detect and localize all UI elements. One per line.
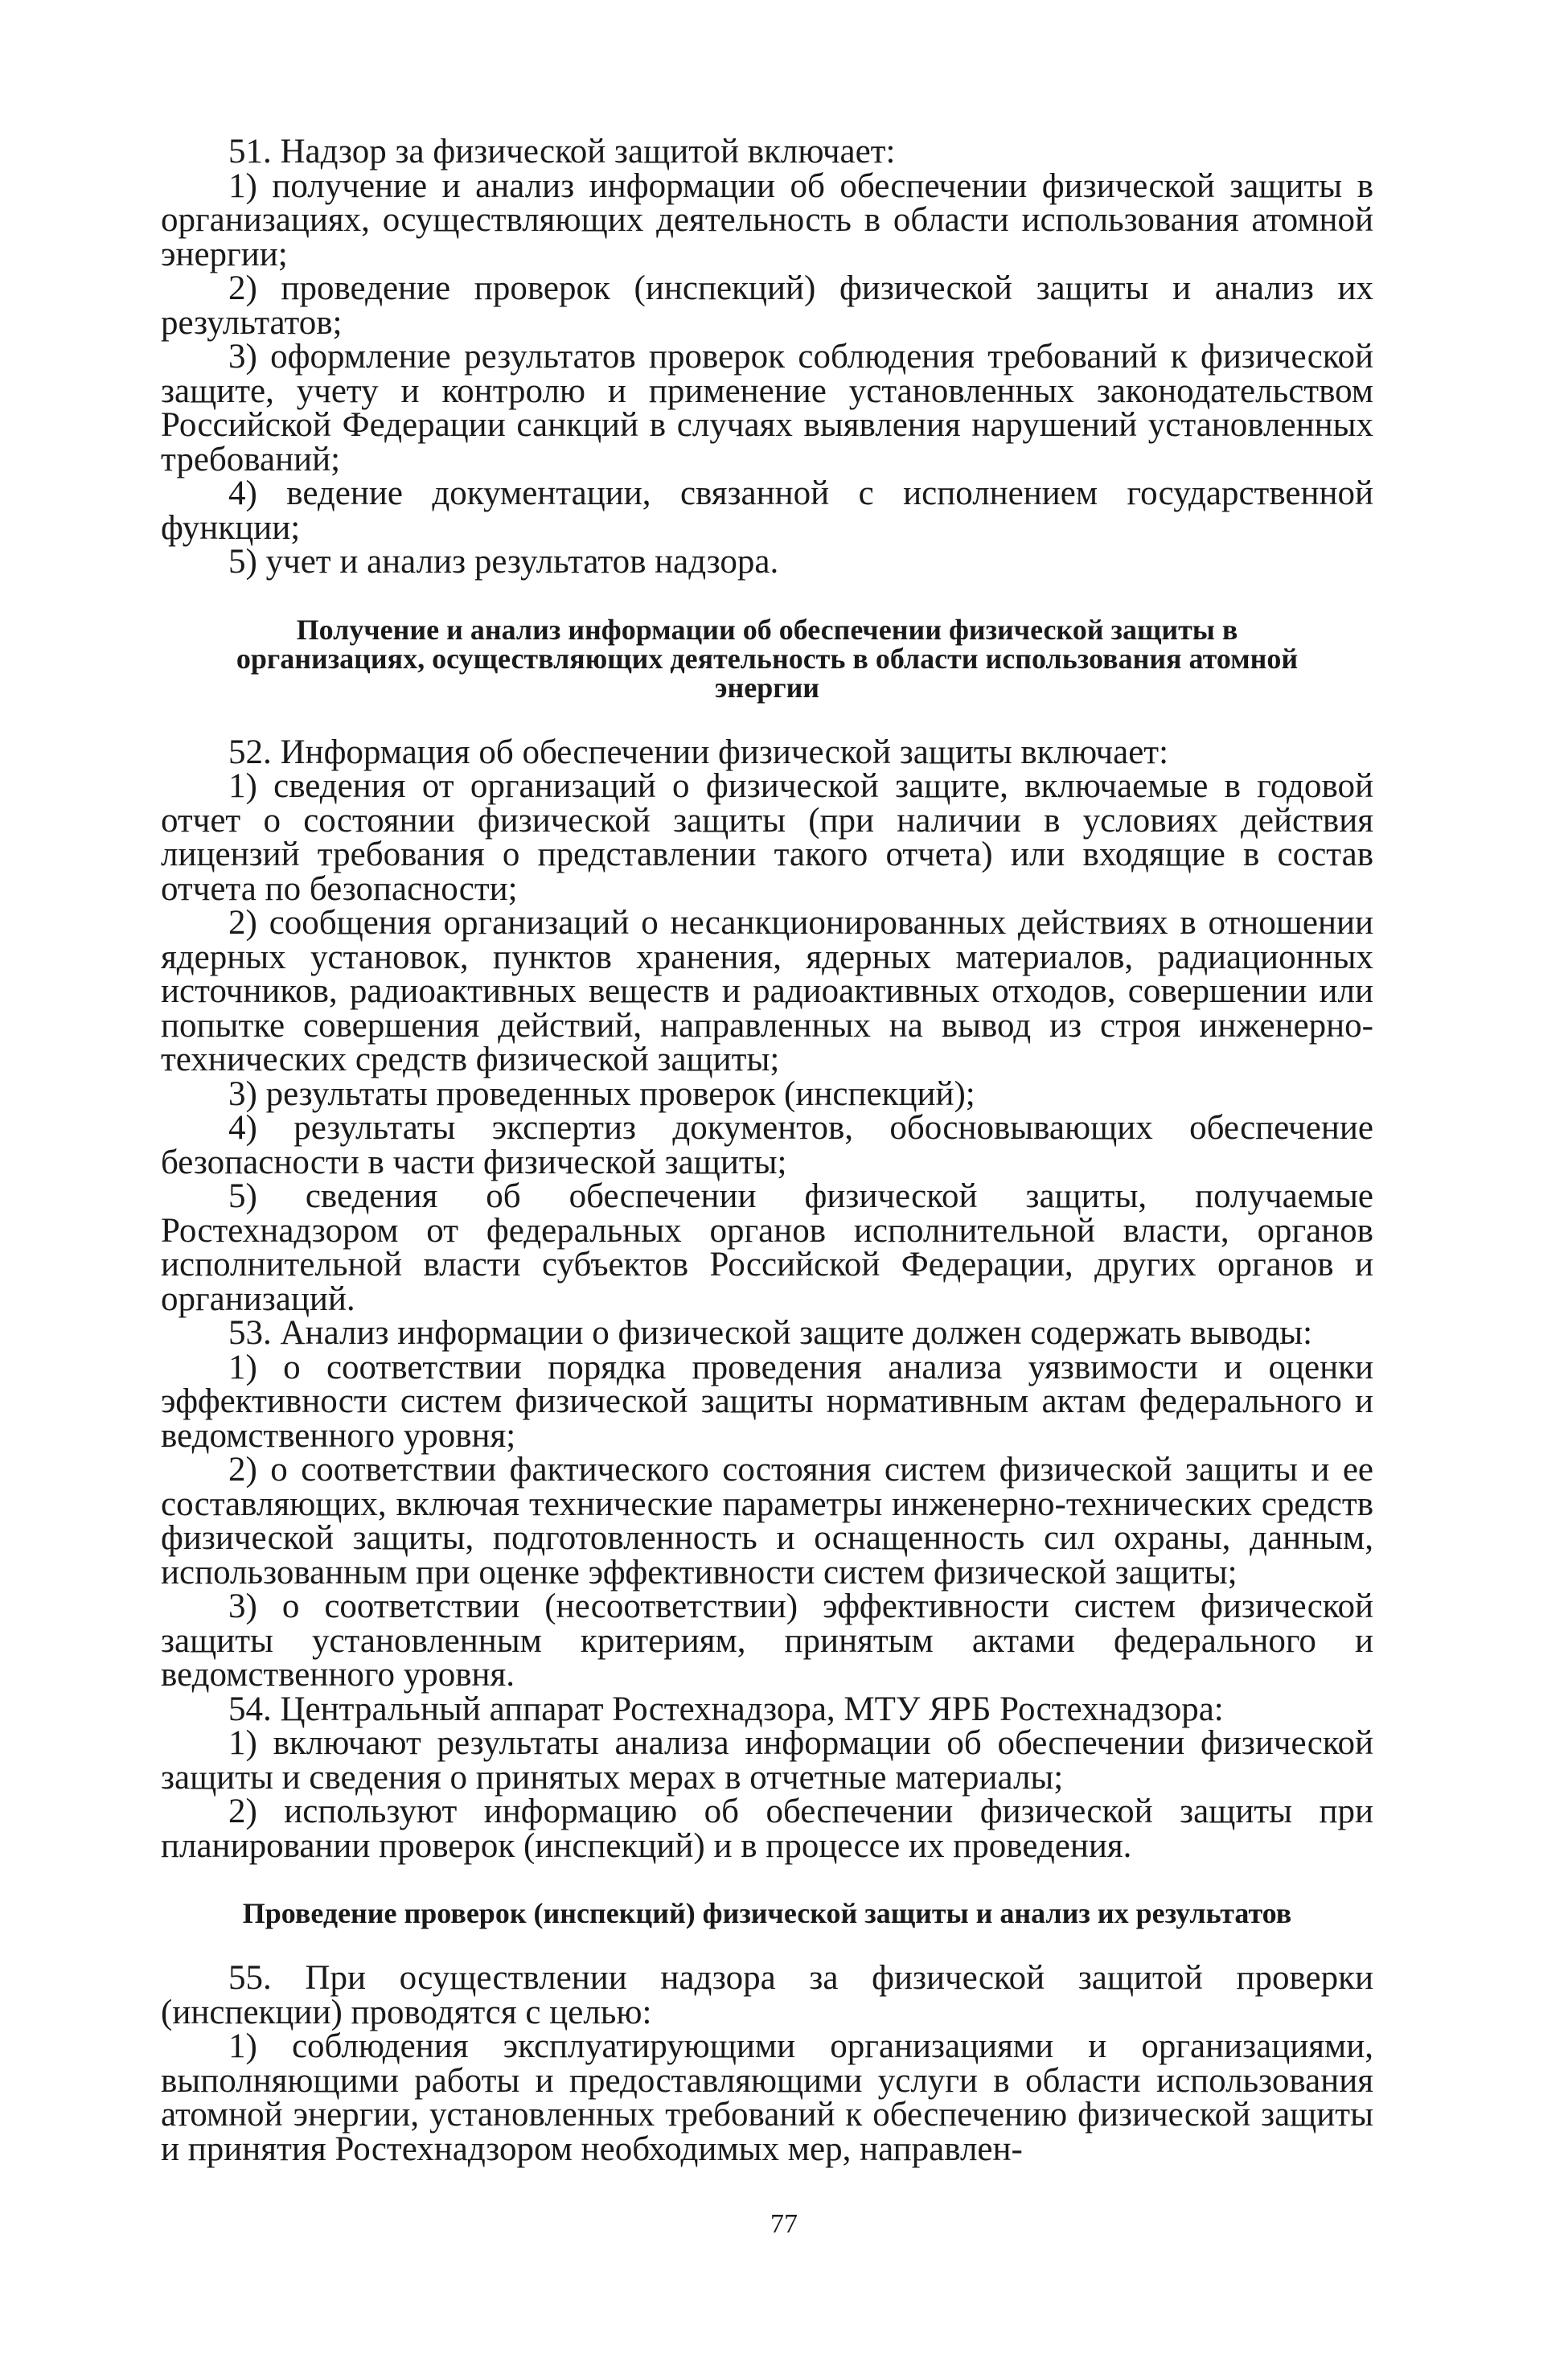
- list-item: 2) сообщения организаций о несанкционированных действиях в отношении ядерных установок, пунктов хранения, ядерных материалов, радиационных источников, радиоактивных веществ и радиоактивных отходов, совершении или попытке совершения действий, направленных на вывод из строя инженерно-технических средств физической защиты;: [161, 904, 1373, 1078]
- spacer: [161, 1928, 1373, 1961]
- list-item: 4) ведение документации, связанной с исполнением государственной функции;: [161, 474, 1373, 547]
- list-item: 3) о соответствии (несоответствии) эффективности систем физической защиты установленным критериям, принятым актами федерального и ведомственного уровня.: [161, 1587, 1373, 1694]
- paragraph-51: 51. Надзор за физической защитой включает:: [228, 133, 896, 170]
- paragraph-54: 54. Центральный аппарат Ростехнадзора, МТУ ЯРБ Ростехнадзора:: [228, 1690, 1224, 1728]
- spacer: [161, 580, 1373, 615]
- list-item: 2) используют информацию об обеспечении физической защиты при планировании проверок (инспекций) и в процессе их проведения.: [161, 1793, 1373, 1865]
- page-number: 77: [770, 2209, 798, 2239]
- spacer: [161, 1863, 1373, 1899]
- paragraph-53: 53. Анализ информации о физической защите должен содержать выводы:: [228, 1314, 1313, 1352]
- spacer: [161, 702, 1373, 736]
- list-item: 1) соблюдения эксплуатирующими организациями и организациями, выполняющими работы и предоставляющими услуги в области использования атомной энергии, установленных требований к обеспечению физической защиты и принятия Ростехнадзором необходимых мер, направлен-: [161, 2027, 1373, 2168]
- list-item: 5) учет и анализ результатов надзора.: [228, 543, 779, 581]
- list-item: 3) результаты проведенных проверок (инспекций);: [228, 1074, 975, 1113]
- list-item: 3) оформление результатов проверок соблюдения требований к физической защите, учету и контролю и применение установленных законодательством Российской Федерации санкций в случаях выявления нарушений установленных требований;: [161, 338, 1373, 478]
- list-item: 1) сведения от организаций о физической защите, включаемые в годовой отчет о состоянии физической защиты (при наличии в условиях действия лицензий требования о представлении такого отчета) или входящие в состав отчета по безопасности;: [161, 767, 1373, 908]
- list-item: 2) о соответствии фактического состояния систем физической защиты и ее составляющих, включая технические параметры инженерно-технических средств физической защиты, подготовленность и оснащенность сил охраны, данным, использованным при оценке эффективности систем физической защиты;: [161, 1451, 1373, 1592]
- paragraph-55: 55. При осуществлении надзора за физической защитой проверки (инспекции) проводятся с целью:: [161, 1959, 1373, 2031]
- document-page: [161, 135, 1373, 2167]
- list-item: 1) получение и анализ информации об обеспечении физической защиты в организациях, осуществляющих деятельность в области использования атомной энергии;: [161, 166, 1373, 273]
- section-heading-info-analysis: Получение и анализ информации об обеспечении физической защиты в организациях, осуществляющих деятельность в области использования атомной энергии: [236, 613, 1299, 704]
- list-item: 2) проведение проверок (инспекций) физической защиты и анализ их результатов;: [161, 269, 1373, 342]
- paragraph-52: 52. Информация об обеспечении физической защиты включает:: [228, 733, 1169, 771]
- list-item: 5) сведения об обеспечении физической защиты, получаемые Ростехнадзором от федеральных органов исполнительной власти, органов исполнительной власти субъектов Российской Федерации, других органов и организаций.: [161, 1177, 1373, 1318]
- list-item: 4) результаты экспертиз документов, обосновывающих обеспечение безопасности в части физической защиты;: [161, 1109, 1373, 1181]
- list-item: 1) включают результаты анализа информации об обеспечении физической защиты и сведения о принятых мерах в отчетные материалы;: [161, 1724, 1373, 1797]
- list-item: 1) о соответствии порядка проведения анализа уязвимости и оценки эффективности систем физической защиты нормативным актам федерального и ведомственного уровня;: [161, 1348, 1373, 1455]
- section-heading-inspections: Проведение проверок (инспекций) физической защиты и анализ их результатов: [242, 1897, 1292, 1929]
